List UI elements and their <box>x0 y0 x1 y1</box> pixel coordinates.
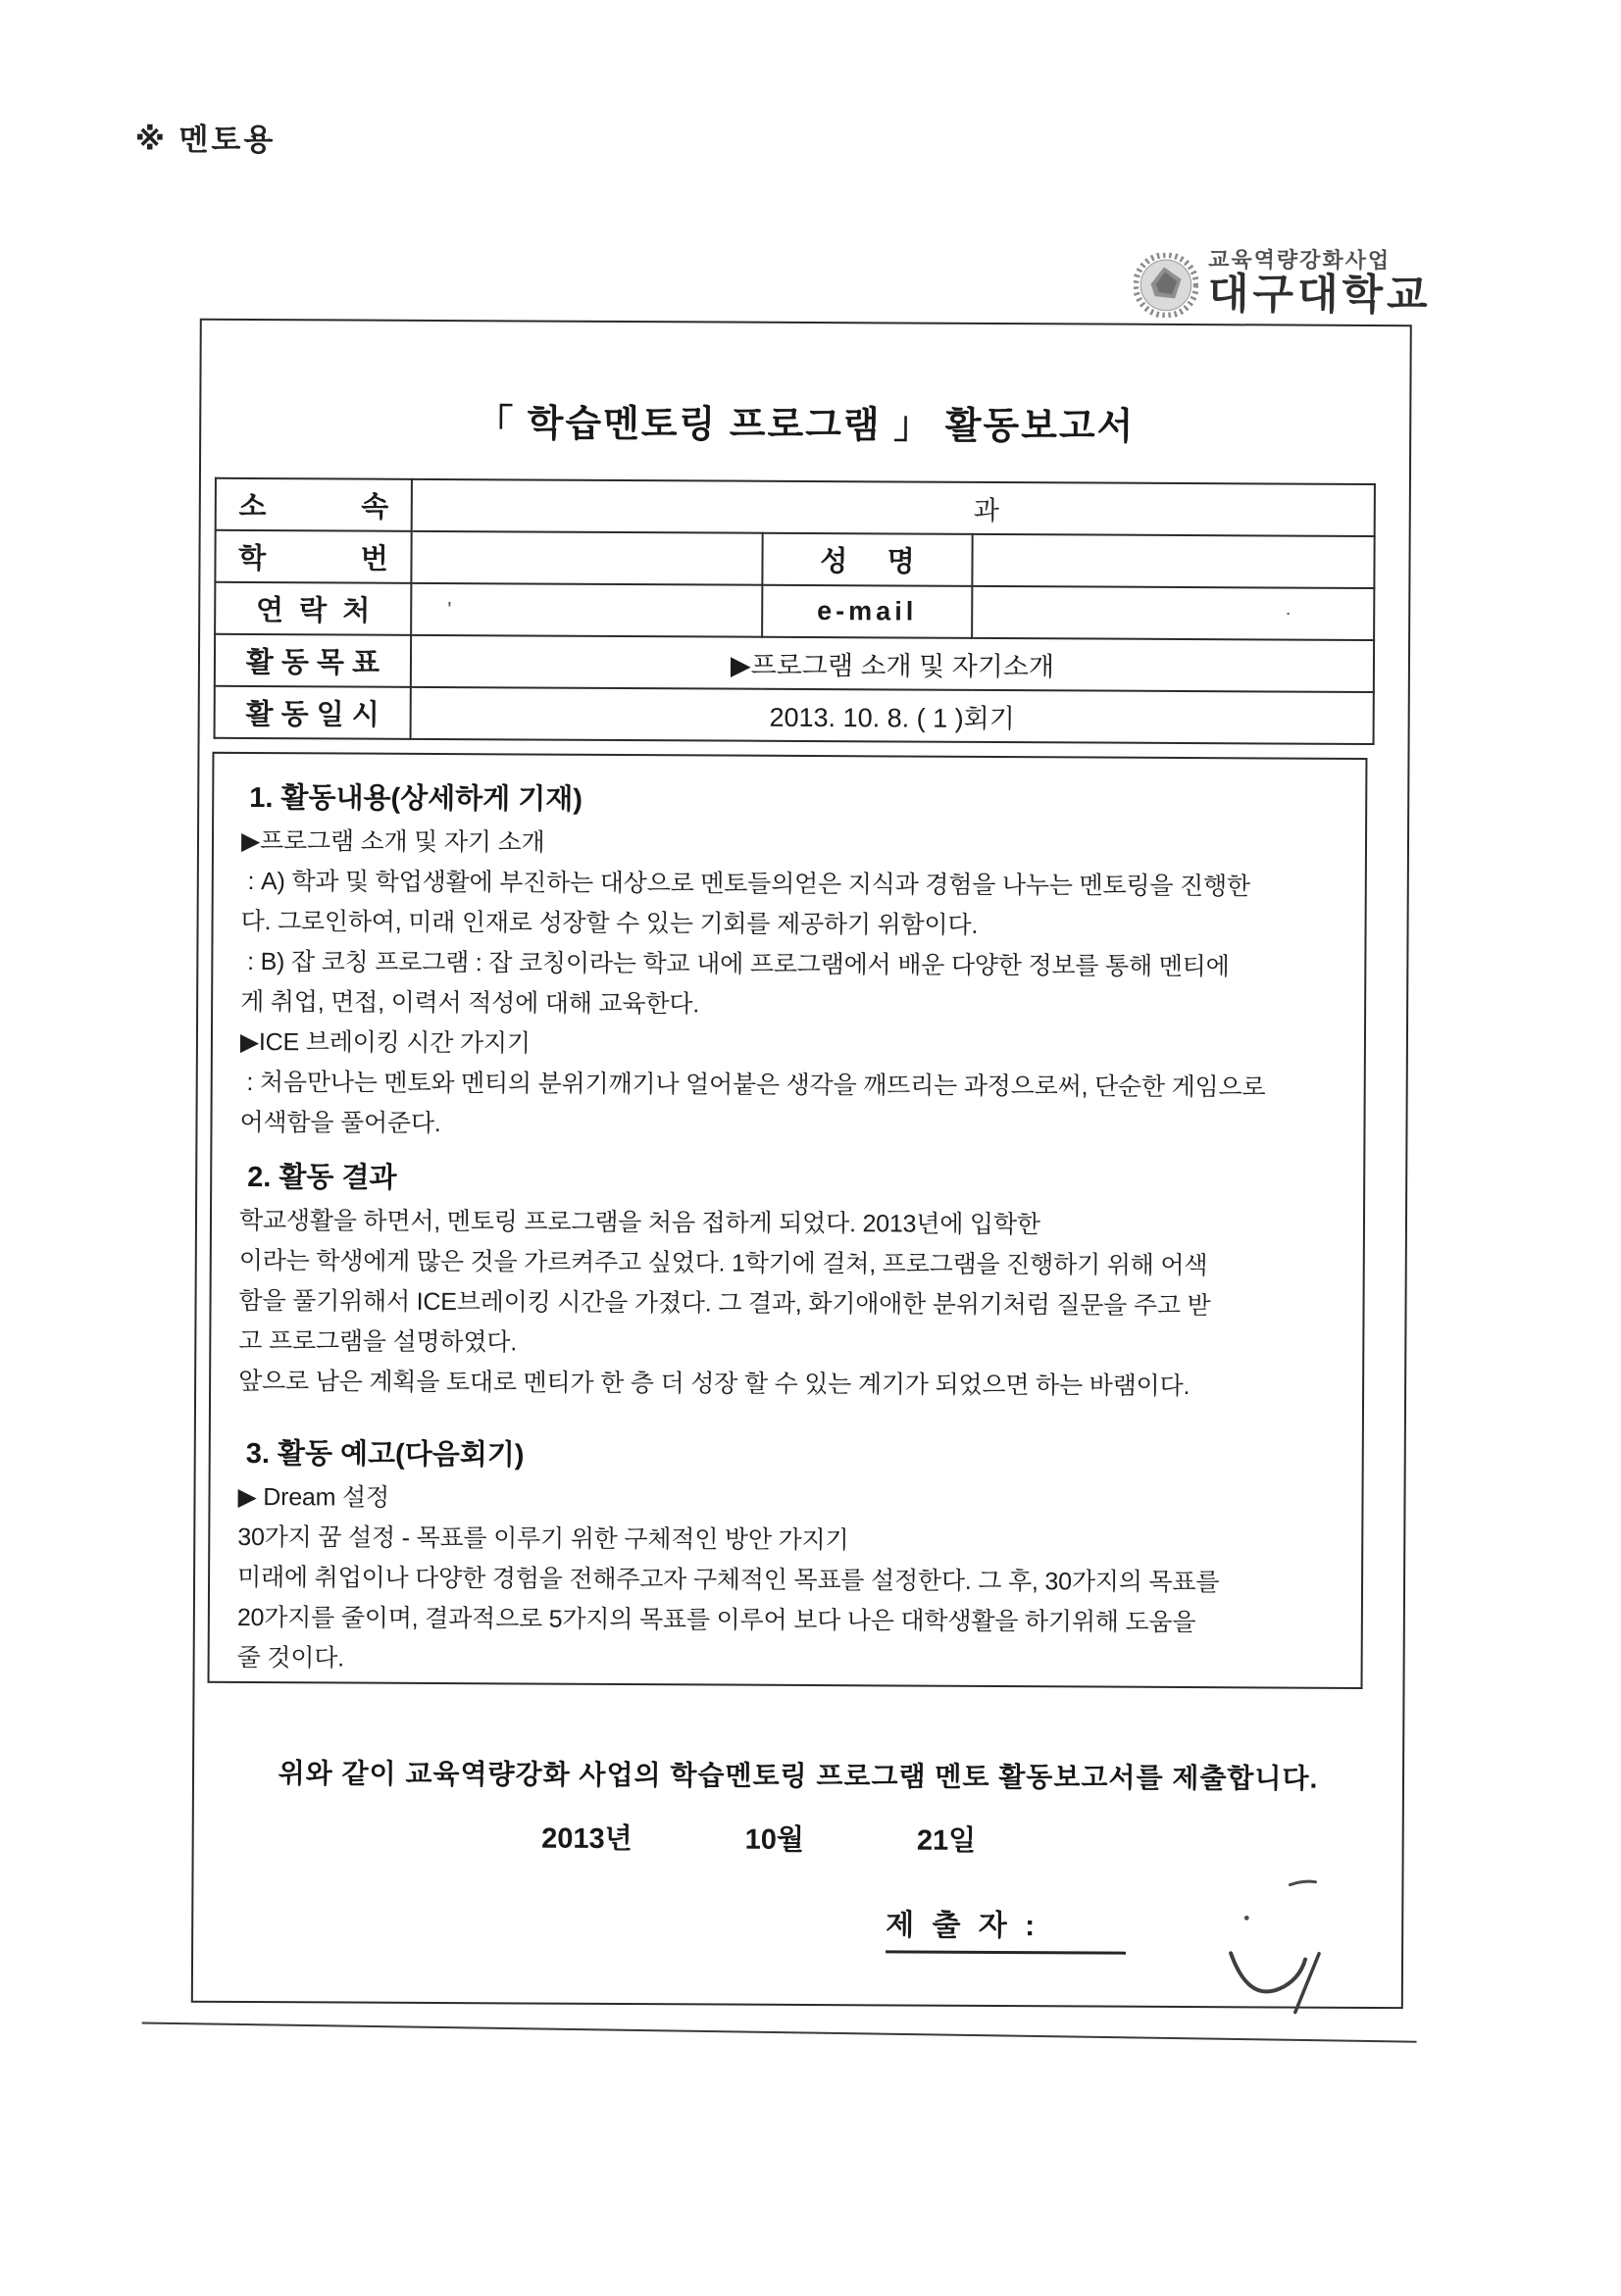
activity-detail-box <box>208 752 1368 1689</box>
section-3-body: ▶ Dream 설정 30가지 꿈 설정 - 목표를 이루기 위한 구체적인 방안 가지기 미래에 취업이나 다양한 경험을 전해주고자 구체적인 목표를 설정한다. 그 후, 30가지의 목표를 20가지를 줄이며, 결과적으로 5가지의 목표를 이루어 보다 나은 대학생활을 하기위해 도움을 줄 것이다. <box>236 1482 1220 1672</box>
email-label: e-mail <box>762 585 972 638</box>
submitter-label: 제 출 자 : <box>886 1900 1126 1954</box>
date-month: 10월 <box>744 1823 805 1856</box>
section-1-heading: 1. 활동내용(상세하게 기재) <box>249 782 583 816</box>
submission-date <box>155 1815 1363 1861</box>
goal-label: 활 동 목 표 <box>215 634 411 687</box>
submitter-line <box>886 1900 1126 1954</box>
report-title: 「 학습멘토링 프로그램 」 활동보고서 <box>476 403 1136 448</box>
date-year: 2013년 <box>541 1822 633 1856</box>
contact-value: ' <box>411 583 762 637</box>
section-2-heading: 2. 활동 결과 <box>247 1161 397 1194</box>
email-value: · <box>972 586 1374 640</box>
mentor-copy-note: ※ 멘토용 <box>134 122 277 158</box>
section-1-body: ▶프로그램 소개 및 자기 소개 : A) 학과 및 학업생활에 부진하는 대상으로 멘토들의얻은 지식과 경험을 나누는 멘토링을 진행한 다. 그로인하여, 미래 인재로 성장할 수 있는 기회를 제공하기 위함이다. : B) 잡 코칭 프로그램 : 잡 코칭이라는 학교 내에 프로그램에서 배운 다양한 정보를 통해 멘티에 게 취업, 면접, 이력서 적성에 대해 교육한다. ▶ICE 브레이킹 시간 가지기 : 처음만나는 멘토와 멘티의 분위기깨기나 얼어붙은 생각을 깨뜨리는 과정으로써, 단순한 게임으로 어색함을 풀어준다. <box>239 826 1266 1138</box>
affiliation-label: 소 속 <box>216 478 412 531</box>
submission-statement: 위와 같이 교육역량강화 사업의 학습멘토링 프로그램 멘토 활동보고서를 제출합니다. <box>278 1758 1319 1794</box>
logo-text <box>1207 247 1432 320</box>
info-table <box>214 477 1376 745</box>
scan-artifact-line <box>142 2021 1417 2042</box>
university-logo <box>1134 249 1432 320</box>
datetime-value: 2013. 10. 8. ( 1 )회기 <box>411 687 1374 744</box>
row-student-id <box>215 530 1374 588</box>
affiliation-value: 과 <box>412 479 1375 536</box>
row-contact <box>215 582 1374 640</box>
report-sheet <box>191 319 1412 2009</box>
name-value <box>972 534 1374 588</box>
section-3-heading: 3. 활동 예고(다음회기) <box>245 1437 525 1472</box>
row-goal <box>215 634 1374 692</box>
signature-mark <box>1221 1863 1349 2021</box>
university-seal-icon <box>1134 253 1198 318</box>
row-affiliation <box>216 478 1375 536</box>
row-datetime <box>215 686 1374 744</box>
date-day: 21일 <box>916 1824 977 1857</box>
name-label: 성 명 <box>762 533 972 586</box>
logo-university-name: 대구대학교 <box>1207 271 1432 320</box>
goal-value: ▶프로그램 소개 및 자기소개 <box>411 635 1374 692</box>
student-id-value <box>411 531 762 585</box>
student-id-label: 학 번 <box>215 530 411 583</box>
contact-label: 연 락 처 <box>215 582 411 635</box>
logo-program-name: 교육역량강화사업 <box>1208 247 1392 274</box>
datetime-label: 활 동 일 시 <box>215 686 411 739</box>
section-2-body: 학교생활을 하면서, 멘토링 프로그램을 처음 접하게 되었다. 2013년에 입학한 이라는 학생에게 많은 것을 가르켜주고 싶었다. 1학기에 걸쳐, 프로그램을 진행하기 위해 어색 함을 풀기위해서 ICE브레이킹 시간을 가졌다. 그 결과, 화기애애한 분위기처럼 질문을 주고 받 고 프로그램을 설명하였다. 앞으로 남은 계획을 토대로 멘티가 한 층 더 성장 할 수 있는 계기가 되었으면 하는 바램이다. <box>238 1206 1211 1401</box>
